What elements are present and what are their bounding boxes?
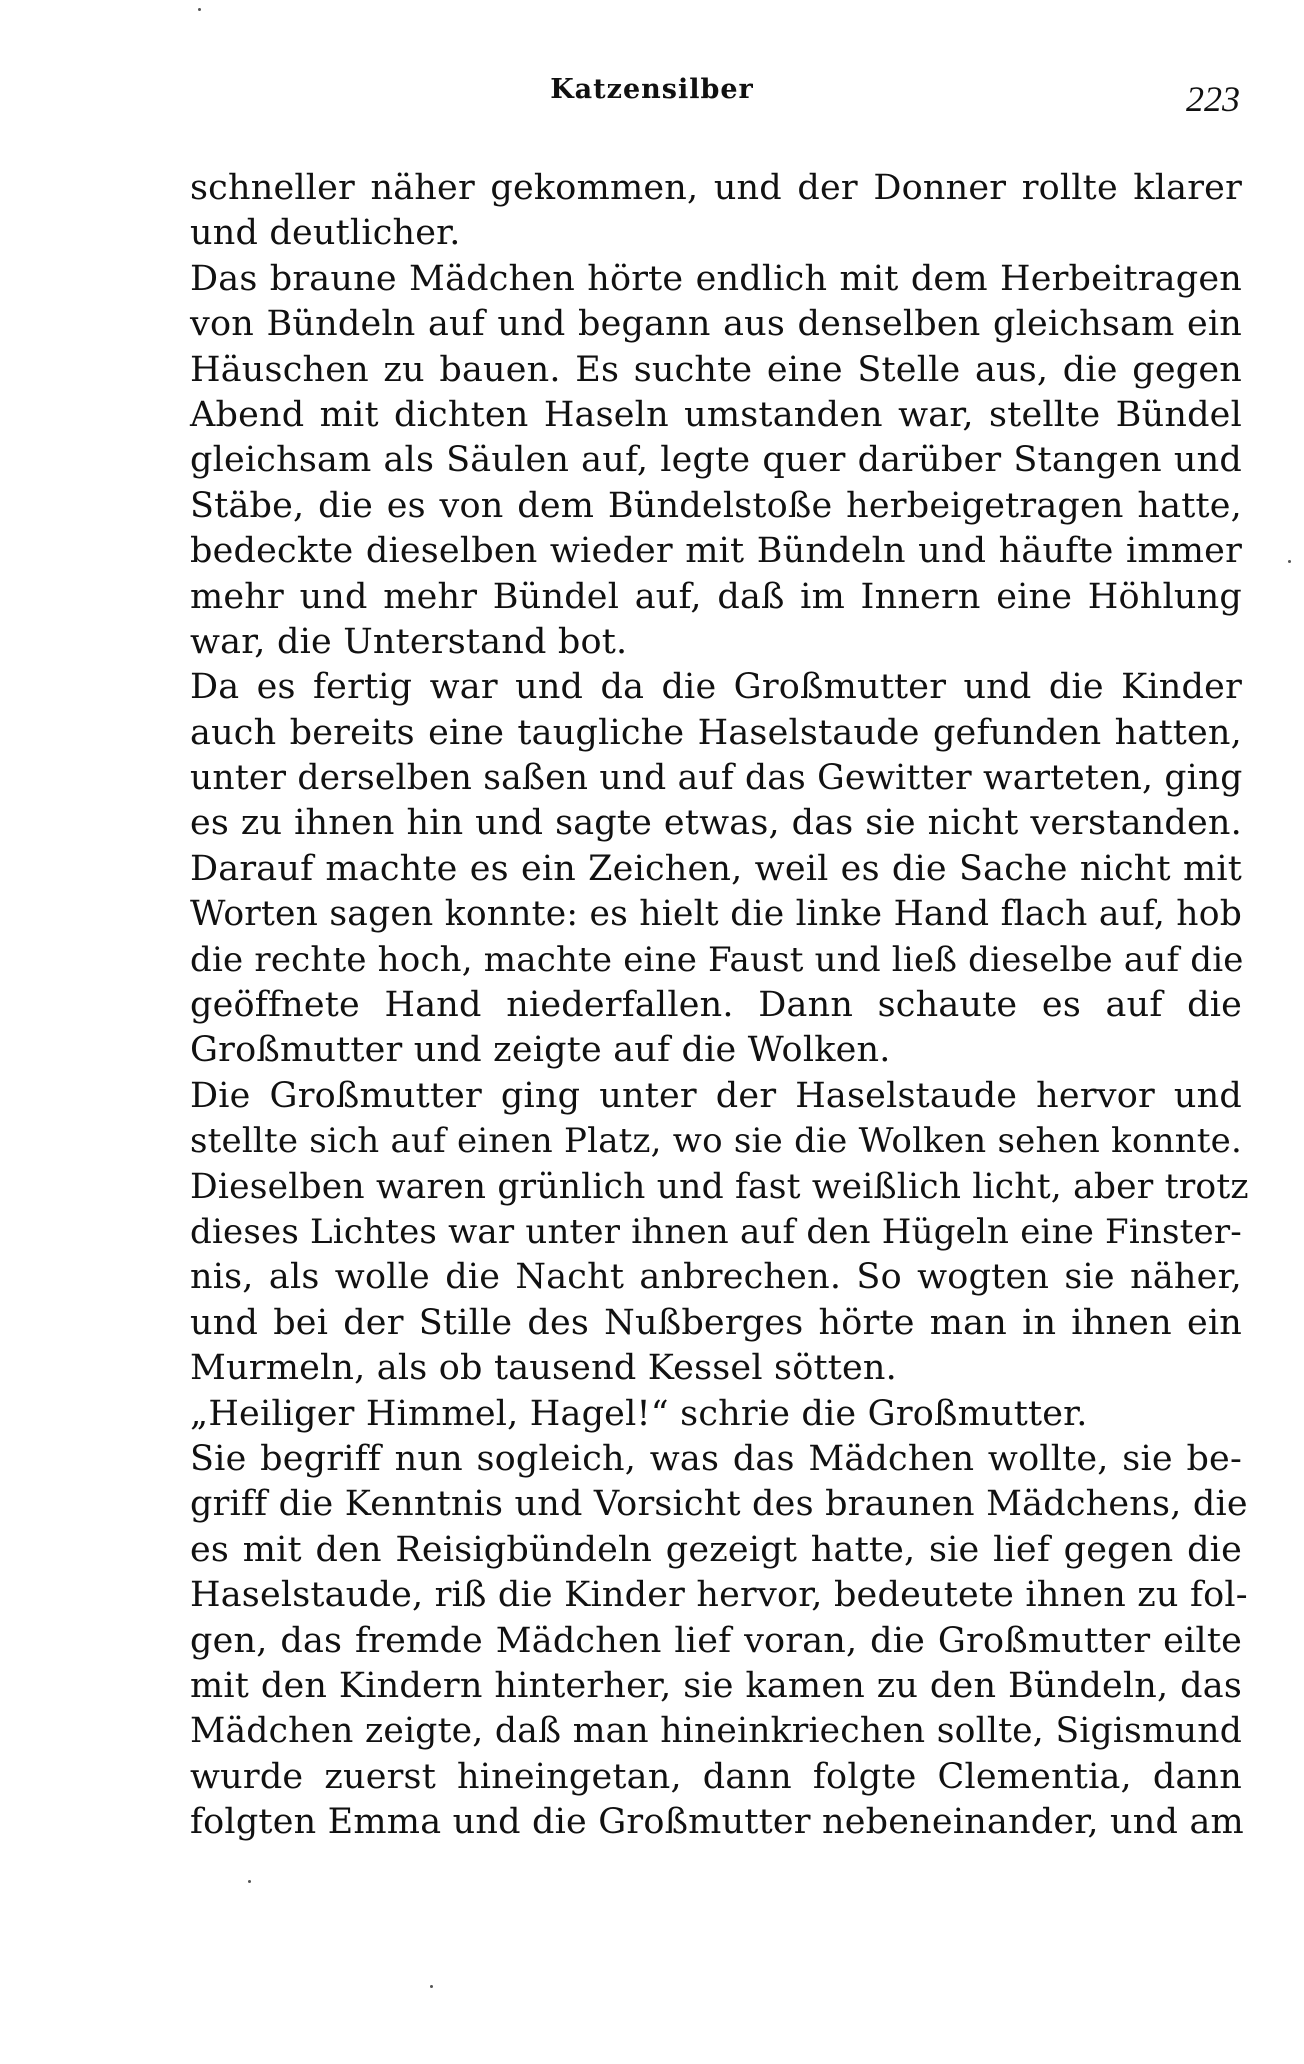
text-line: Abend mit dichten Haseln umstanden war, stellte Bündel xyxy=(190,394,1242,435)
text-line: gen, das fremde Mädchen lief voran, die Großmutter eilte xyxy=(190,1620,1242,1661)
text-line: griff die Kenntnis und Vorsicht des braunen Mädchens, die xyxy=(190,1484,1248,1525)
text-line: folgten Emma und die Großmutter nebeneinander, und am xyxy=(190,1802,1244,1843)
text-line: mehr und mehr Bündel auf, daß im Innern eine Höhlung xyxy=(190,576,1242,617)
text-line: nis, als wolle die Nacht anbrechen. So wogten sie näher, xyxy=(190,1257,1242,1298)
text-line: stellte sich auf einen Platz, wo sie die Wolken sehen konnte. xyxy=(190,1121,1242,1162)
text-line: Haselstaude, riß die Kinder hervor, bedeutete ihnen zu fol- xyxy=(190,1575,1248,1616)
text-line: Murmeln, als ob tausend Kessel sötten. xyxy=(190,1348,897,1389)
body-text xyxy=(190,166,1249,1845)
text-line: und bei der Stille des Nußberges hörte man in ihnen ein xyxy=(190,1302,1242,1343)
text-line: Darauf machte es ein Zeichen, weil es die Sache nicht mit xyxy=(190,848,1242,889)
text-line: es zu ihnen hin und sagte etwas, das sie nicht verstanden. xyxy=(190,803,1242,844)
text-line: „Heiliger Himmel, Hagel!“ schrie die Großmutter. xyxy=(190,1393,1088,1434)
text-line: Worten sagen konnte: es hielt die linke Hand flach auf, hob xyxy=(190,894,1242,935)
running-title: Katzensilber xyxy=(550,74,754,105)
text-line: dieses Lichtes war unter ihnen auf den Hügeln eine Finster- xyxy=(190,1211,1242,1252)
text-line: wurde zuerst hineingetan, dann folgte Clementia, dann xyxy=(190,1756,1242,1797)
scan-speck xyxy=(430,1985,433,1988)
text-line: geöffnete Hand niederfallen. Dann schaute es auf die xyxy=(190,985,1242,1026)
text-line: Großmutter und zeigte auf die Wolken. xyxy=(190,1030,891,1071)
text-line: Dieselben waren grünlich und fast weißlich licht, aber trotz xyxy=(190,1166,1249,1207)
text-line: es mit den Reisigbündeln gezeigt hatte, sie lief gegen die xyxy=(190,1529,1242,1570)
scan-speck xyxy=(1288,560,1291,563)
text-line: und deutlicher. xyxy=(190,213,461,254)
page-number: 223 xyxy=(1186,79,1240,119)
text-line: gleichsam als Säulen auf, legte quer darüber Stangen und xyxy=(190,440,1242,481)
scan-speck xyxy=(248,1880,251,1883)
text-line: Mädchen zeigte, daß man hineinkriechen sollte, Sigismund xyxy=(190,1711,1242,1752)
text-line: Da es fertig war und da die Großmutter und die Kinder xyxy=(190,667,1242,708)
text-line: Das braune Mädchen hörte endlich mit dem Herbeitragen xyxy=(190,258,1242,299)
text-line: schneller näher gekommen, und der Donner rollte klarer xyxy=(190,168,1242,208)
text-line: von Bündeln auf und begann aus denselben gleichsam ein xyxy=(190,304,1242,345)
text-line: Die Großmutter ging unter der Haselstaude hervor und xyxy=(190,1075,1242,1116)
text-line: unter derselben saßen und auf das Gewitter warteten, ging xyxy=(190,758,1243,799)
text-line: auch bereits eine taugliche Haselstaude gefunden hatten, xyxy=(190,712,1242,753)
text-line: Sie begriff nun sogleich, was das Mädchen wollte, sie be- xyxy=(190,1438,1242,1479)
text-line: war, die Unterstand bot. xyxy=(190,621,628,662)
text-line: Häuschen zu bauen. Es suchte eine Stelle aus, die gegen xyxy=(190,349,1242,390)
text-line: Stäbe, die es von dem Bündelstoße herbeigetragen hatte, xyxy=(190,485,1242,526)
text-line: mit den Kindern hinterher, sie kamen zu den Bündeln, das xyxy=(190,1665,1242,1706)
scan-speck xyxy=(198,8,201,11)
text-line: die rechte hoch, machte eine Faust und ließ dieselbe auf die xyxy=(190,939,1244,980)
text-line: bedeckte dieselben wieder mit Bündeln und häufte immer xyxy=(190,531,1242,572)
